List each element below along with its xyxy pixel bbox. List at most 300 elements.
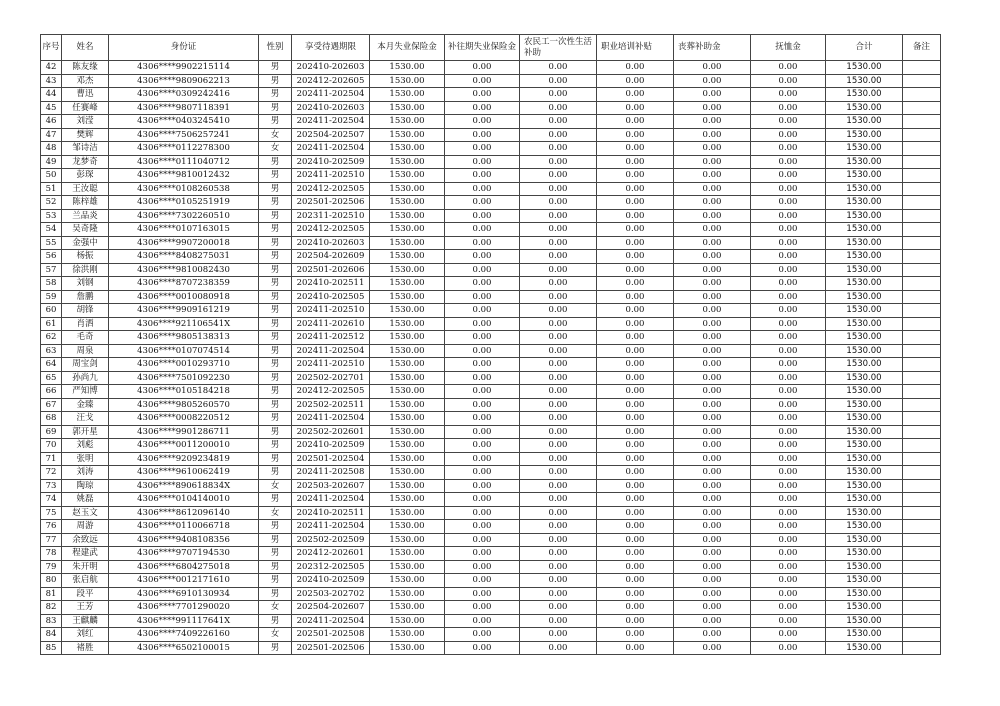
table-row [41,560,941,574]
cell-seq: 64 [41,358,62,372]
cell-seq: 85 [41,641,62,655]
cell-funeral-subsidy: 0.00 [674,547,751,561]
cell-name: 詹鹏 [62,290,109,304]
cell-id: 4306****0111040712 [109,155,259,169]
cell-remark [903,155,941,169]
cell-total: 1530.00 [826,304,903,318]
cell-migrant-subsidy: 0.00 [520,88,597,102]
cell-gender: 男 [259,587,292,601]
cell-remark [903,88,941,102]
cell-period: 202412-202605 [292,74,370,88]
cell-back-pay: 0.00 [445,533,520,547]
cell-remark [903,439,941,453]
cell-training-subsidy: 0.00 [597,520,674,534]
cell-migrant-subsidy: 0.00 [520,587,597,601]
cell-period: 202411-202510 [292,304,370,318]
cell-funeral-subsidy: 0.00 [674,61,751,75]
cell-pension: 0.00 [751,223,826,237]
cell-period: 202412-202505 [292,223,370,237]
cell-training-subsidy: 0.00 [597,358,674,372]
table-row [41,614,941,628]
cell-training-subsidy: 0.00 [597,290,674,304]
cell-unemployment-insurance: 1530.00 [370,560,445,574]
cell-pension: 0.00 [751,290,826,304]
cell-id: 4306****0110066718 [109,520,259,534]
cell-gender: 男 [259,155,292,169]
cell-total: 1530.00 [826,115,903,129]
cell-training-subsidy: 0.00 [597,614,674,628]
cell-seq: 50 [41,169,62,183]
table-row [41,479,941,493]
cell-period: 202503-202702 [292,587,370,601]
cell-back-pay: 0.00 [445,290,520,304]
cell-funeral-subsidy: 0.00 [674,290,751,304]
cell-unemployment-insurance: 1530.00 [370,223,445,237]
table-row [41,304,941,318]
cell-seq: 63 [41,344,62,358]
cell-name: 肖洒 [62,317,109,331]
cell-seq: 80 [41,574,62,588]
cell-id: 4306****9707194530 [109,547,259,561]
cell-remark [903,506,941,520]
cell-total: 1530.00 [826,223,903,237]
cell-pension: 0.00 [751,533,826,547]
table-row [41,331,941,345]
cell-unemployment-insurance: 1530.00 [370,547,445,561]
cell-name: 汪戈 [62,412,109,426]
cell-migrant-subsidy: 0.00 [520,236,597,250]
cell-training-subsidy: 0.00 [597,304,674,318]
cell-total: 1530.00 [826,533,903,547]
cell-name: 孙尚九 [62,371,109,385]
table-row [41,155,941,169]
cell-name: 吴奇隆 [62,223,109,237]
cell-migrant-subsidy: 0.00 [520,574,597,588]
cell-migrant-subsidy: 0.00 [520,479,597,493]
table-row [41,223,941,237]
cell-period: 202411-202504 [292,88,370,102]
cell-id: 4306****8612096140 [109,506,259,520]
cell-back-pay: 0.00 [445,506,520,520]
cell-name: 王芳 [62,601,109,615]
cell-gender: 男 [259,358,292,372]
cell-period: 202410-202509 [292,574,370,588]
cell-remark [903,209,941,223]
cell-back-pay: 0.00 [445,344,520,358]
cell-funeral-subsidy: 0.00 [674,142,751,156]
cell-pension: 0.00 [751,277,826,291]
cell-period: 202410-202603 [292,61,370,75]
cell-training-subsidy: 0.00 [597,196,674,210]
table-row [41,412,941,426]
cell-unemployment-insurance: 1530.00 [370,155,445,169]
cell-migrant-subsidy: 0.00 [520,398,597,412]
cell-funeral-subsidy: 0.00 [674,601,751,615]
cell-back-pay: 0.00 [445,196,520,210]
cell-period: 202412-202601 [292,547,370,561]
cell-seq: 75 [41,506,62,520]
cell-remark [903,290,941,304]
cell-unemployment-insurance: 1530.00 [370,304,445,318]
cell-total: 1530.00 [826,263,903,277]
cell-training-subsidy: 0.00 [597,466,674,480]
cell-funeral-subsidy: 0.00 [674,115,751,129]
cell-unemployment-insurance: 1530.00 [370,101,445,115]
cell-seq: 82 [41,601,62,615]
cell-seq: 44 [41,88,62,102]
header-pension: 抚恤金 [751,35,826,61]
cell-id: 4306****8707238359 [109,277,259,291]
cell-training-subsidy: 0.00 [597,601,674,615]
cell-period: 202504-202609 [292,250,370,264]
cell-name: 张启航 [62,574,109,588]
cell-remark [903,547,941,561]
cell-name: 金强中 [62,236,109,250]
cell-remark [903,331,941,345]
cell-total: 1530.00 [826,142,903,156]
cell-funeral-subsidy: 0.00 [674,574,751,588]
cell-migrant-subsidy: 0.00 [520,317,597,331]
cell-id: 4306****9810082430 [109,263,259,277]
cell-total: 1530.00 [826,101,903,115]
cell-unemployment-insurance: 1530.00 [370,317,445,331]
cell-id: 4306****890618834X [109,479,259,493]
cell-training-subsidy: 0.00 [597,412,674,426]
cell-migrant-subsidy: 0.00 [520,142,597,156]
cell-gender: 男 [259,614,292,628]
cell-id: 4306****0403245410 [109,115,259,129]
header-unemployment-insurance: 本月失业保险金 [370,35,445,61]
cell-migrant-subsidy: 0.00 [520,128,597,142]
cell-total: 1530.00 [826,601,903,615]
cell-seq: 42 [41,61,62,75]
cell-gender: 男 [259,290,292,304]
cell-back-pay: 0.00 [445,155,520,169]
cell-pension: 0.00 [751,344,826,358]
cell-training-subsidy: 0.00 [597,74,674,88]
cell-name: 龙梦奇 [62,155,109,169]
cell-name: 赵玉文 [62,506,109,520]
cell-total: 1530.00 [826,398,903,412]
cell-back-pay: 0.00 [445,493,520,507]
cell-total: 1530.00 [826,182,903,196]
cell-name: 张明 [62,452,109,466]
cell-seq: 76 [41,520,62,534]
cell-funeral-subsidy: 0.00 [674,628,751,642]
cell-remark [903,304,941,318]
cell-total: 1530.00 [826,493,903,507]
cell-unemployment-insurance: 1530.00 [370,209,445,223]
cell-funeral-subsidy: 0.00 [674,223,751,237]
cell-back-pay: 0.00 [445,250,520,264]
cell-unemployment-insurance: 1530.00 [370,466,445,480]
cell-seq: 56 [41,250,62,264]
cell-id: 4306****921106541X [109,317,259,331]
cell-unemployment-insurance: 1530.00 [370,196,445,210]
cell-total: 1530.00 [826,425,903,439]
cell-seq: 55 [41,236,62,250]
cell-funeral-subsidy: 0.00 [674,88,751,102]
cell-unemployment-insurance: 1530.00 [370,358,445,372]
cell-remark [903,560,941,574]
table-row [41,533,941,547]
cell-seq: 60 [41,304,62,318]
cell-pension: 0.00 [751,506,826,520]
cell-period: 202501-202506 [292,196,370,210]
cell-period: 202411-202610 [292,317,370,331]
cell-period: 202502-202701 [292,371,370,385]
cell-period: 202410-202505 [292,290,370,304]
cell-name: 杨振 [62,250,109,264]
cell-unemployment-insurance: 1530.00 [370,628,445,642]
cell-id: 4306****7501092230 [109,371,259,385]
table-row [41,196,941,210]
cell-training-subsidy: 0.00 [597,155,674,169]
cell-period: 202411-202504 [292,115,370,129]
cell-unemployment-insurance: 1530.00 [370,236,445,250]
cell-training-subsidy: 0.00 [597,142,674,156]
cell-remark [903,61,941,75]
cell-unemployment-insurance: 1530.00 [370,88,445,102]
cell-migrant-subsidy: 0.00 [520,74,597,88]
cell-back-pay: 0.00 [445,182,520,196]
cell-total: 1530.00 [826,358,903,372]
cell-funeral-subsidy: 0.00 [674,425,751,439]
cell-period: 202504-202607 [292,601,370,615]
cell-period: 202411-202504 [292,142,370,156]
cell-period: 202411-202504 [292,344,370,358]
cell-pension: 0.00 [751,628,826,642]
cell-pension: 0.00 [751,209,826,223]
cell-name: 刘红 [62,628,109,642]
cell-training-subsidy: 0.00 [597,533,674,547]
cell-migrant-subsidy: 0.00 [520,304,597,318]
table-row [41,587,941,601]
cell-gender: 男 [259,385,292,399]
cell-remark [903,452,941,466]
cell-unemployment-insurance: 1530.00 [370,479,445,493]
cell-remark [903,74,941,88]
cell-gender: 男 [259,115,292,129]
cell-migrant-subsidy: 0.00 [520,358,597,372]
cell-gender: 男 [259,466,292,480]
cell-id: 4306****0010293710 [109,358,259,372]
cell-id: 4306****0107163015 [109,223,259,237]
cell-training-subsidy: 0.00 [597,452,674,466]
cell-pension: 0.00 [751,641,826,655]
header-id: 身份证 [109,35,259,61]
cell-period: 202501-202504 [292,452,370,466]
cell-pension: 0.00 [751,425,826,439]
cell-back-pay: 0.00 [445,317,520,331]
cell-seq: 69 [41,425,62,439]
cell-funeral-subsidy: 0.00 [674,493,751,507]
cell-gender: 男 [259,641,292,655]
cell-gender: 女 [259,628,292,642]
cell-seq: 66 [41,385,62,399]
cell-pension: 0.00 [751,547,826,561]
cell-seq: 48 [41,142,62,156]
table-row [41,290,941,304]
cell-back-pay: 0.00 [445,628,520,642]
table-row [41,61,941,75]
cell-remark [903,277,941,291]
cell-remark [903,493,941,507]
cell-funeral-subsidy: 0.00 [674,371,751,385]
cell-id: 4306****9901286711 [109,425,259,439]
cell-back-pay: 0.00 [445,371,520,385]
cell-name: 严知博 [62,385,109,399]
cell-migrant-subsidy: 0.00 [520,209,597,223]
cell-gender: 男 [259,344,292,358]
cell-remark [903,250,941,264]
cell-period: 202411-202508 [292,466,370,480]
cell-migrant-subsidy: 0.00 [520,371,597,385]
cell-migrant-subsidy: 0.00 [520,223,597,237]
cell-id: 4306****9805138313 [109,331,259,345]
cell-total: 1530.00 [826,290,903,304]
cell-remark [903,169,941,183]
cell-unemployment-insurance: 1530.00 [370,61,445,75]
cell-name: 刘彪 [62,439,109,453]
cell-total: 1530.00 [826,506,903,520]
table-row [41,142,941,156]
cell-funeral-subsidy: 0.00 [674,479,751,493]
table-row [41,74,941,88]
table-body [41,61,941,655]
cell-name: 朱开明 [62,560,109,574]
cell-migrant-subsidy: 0.00 [520,155,597,169]
cell-training-subsidy: 0.00 [597,344,674,358]
header-seq: 序号 [41,35,62,61]
cell-gender: 男 [259,331,292,345]
cell-name: 兰品炎 [62,209,109,223]
cell-gender: 男 [259,452,292,466]
table-row [41,574,941,588]
cell-unemployment-insurance: 1530.00 [370,574,445,588]
table-row [41,236,941,250]
cell-name: 段平 [62,587,109,601]
cell-training-subsidy: 0.00 [597,101,674,115]
cell-funeral-subsidy: 0.00 [674,196,751,210]
cell-name: 刘钢 [62,277,109,291]
cell-migrant-subsidy: 0.00 [520,506,597,520]
table-row [41,425,941,439]
cell-unemployment-insurance: 1530.00 [370,520,445,534]
cell-total: 1530.00 [826,587,903,601]
cell-total: 1530.00 [826,560,903,574]
cell-training-subsidy: 0.00 [597,263,674,277]
cell-id: 4306****7701290020 [109,601,259,615]
cell-seq: 67 [41,398,62,412]
cell-total: 1530.00 [826,88,903,102]
cell-migrant-subsidy: 0.00 [520,101,597,115]
cell-pension: 0.00 [751,236,826,250]
cell-remark [903,628,941,642]
table-row [41,506,941,520]
cell-funeral-subsidy: 0.00 [674,250,751,264]
cell-seq: 46 [41,115,62,129]
cell-remark [903,115,941,129]
cell-name: 徐洪刚 [62,263,109,277]
cell-remark [903,574,941,588]
cell-pension: 0.00 [751,466,826,480]
cell-seq: 71 [41,452,62,466]
cell-name: 姚磊 [62,493,109,507]
cell-gender: 男 [259,101,292,115]
cell-name: 陶琼 [62,479,109,493]
cell-total: 1530.00 [826,128,903,142]
cell-training-subsidy: 0.00 [597,385,674,399]
cell-unemployment-insurance: 1530.00 [370,385,445,399]
cell-remark [903,466,941,480]
cell-unemployment-insurance: 1530.00 [370,425,445,439]
cell-id: 4306****0107074514 [109,344,259,358]
table-row [41,547,941,561]
cell-id: 4306****0008220512 [109,412,259,426]
cell-back-pay: 0.00 [445,425,520,439]
cell-period: 202411-202510 [292,169,370,183]
cell-name: 王麒麟 [62,614,109,628]
cell-remark [903,317,941,331]
table-row [41,385,941,399]
cell-name: 曹迅 [62,88,109,102]
cell-remark [903,263,941,277]
cell-total: 1530.00 [826,466,903,480]
cell-gender: 男 [259,263,292,277]
cell-id: 4306****991117641X [109,614,259,628]
cell-unemployment-insurance: 1530.00 [370,398,445,412]
cell-seq: 70 [41,439,62,453]
cell-total: 1530.00 [826,331,903,345]
cell-seq: 45 [41,101,62,115]
cell-remark [903,371,941,385]
cell-training-subsidy: 0.00 [597,128,674,142]
table-row [41,115,941,129]
cell-pension: 0.00 [751,263,826,277]
header-funeral-subsidy: 丧葬补助金 [674,35,751,61]
cell-unemployment-insurance: 1530.00 [370,412,445,426]
cell-seq: 73 [41,479,62,493]
cell-total: 1530.00 [826,74,903,88]
header-name: 姓名 [62,35,109,61]
cell-name: 邹诗洁 [62,142,109,156]
cell-name: 周游 [62,520,109,534]
cell-back-pay: 0.00 [445,209,520,223]
cell-back-pay: 0.00 [445,115,520,129]
cell-funeral-subsidy: 0.00 [674,101,751,115]
cell-pension: 0.00 [751,520,826,534]
cell-gender: 男 [259,317,292,331]
cell-remark [903,101,941,115]
cell-seq: 51 [41,182,62,196]
cell-training-subsidy: 0.00 [597,236,674,250]
cell-gender: 男 [259,196,292,210]
cell-id: 4306****0104140010 [109,493,259,507]
cell-period: 202501-202506 [292,641,370,655]
cell-training-subsidy: 0.00 [597,587,674,601]
cell-funeral-subsidy: 0.00 [674,560,751,574]
cell-gender: 男 [259,520,292,534]
cell-migrant-subsidy: 0.00 [520,466,597,480]
cell-remark [903,425,941,439]
cell-migrant-subsidy: 0.00 [520,169,597,183]
cell-funeral-subsidy: 0.00 [674,533,751,547]
cell-funeral-subsidy: 0.00 [674,277,751,291]
table-row [41,101,941,115]
cell-period: 202410-202509 [292,439,370,453]
cell-period: 202411-202504 [292,493,370,507]
